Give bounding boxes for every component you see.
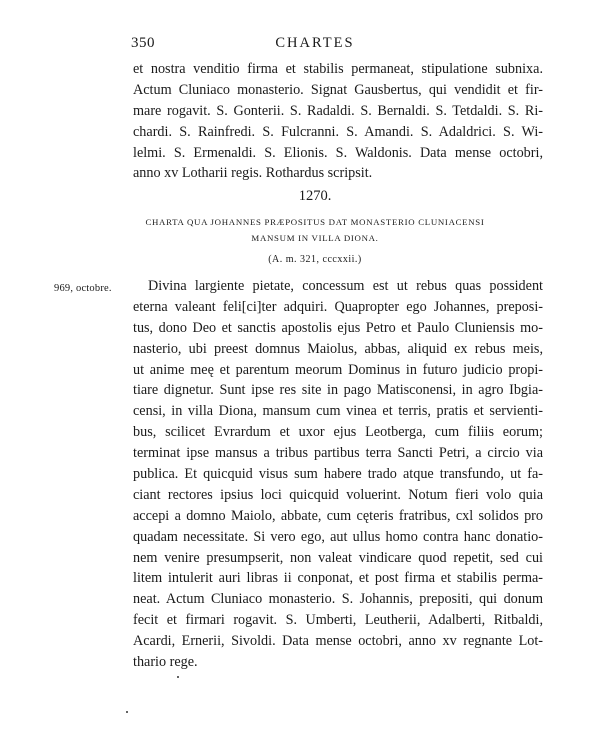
text-line: accepi a domno Maiolo, abbate, cum cęteris fratribus, cxl solidos pro	[133, 507, 543, 524]
ink-speck	[126, 711, 128, 713]
previous-charter-text	[133, 59, 543, 184]
text-line: lelmi. S. Ermenaldi. S. Elionis. S. Waldonis. Data mense octobri,	[133, 144, 543, 161]
text-line: mare rogavit. S. Gonterii. S. Radaldi. S. Bernaldi. S. Tetdaldi. S. Ri-	[133, 102, 543, 119]
text-line: et nostra venditio firma et stabilis permaneat, stipulatione subnixa.	[133, 61, 543, 77]
text-line: eterna valeant feli[ci]ter adquiri. Quapropter ego Johannes, preposi-	[133, 298, 543, 315]
text-line: quadam necessitate. Si vero ego, aut ullus homo contra hanc donatio-	[133, 528, 543, 545]
text-line: terminat ipse mansus a tribus partibus terra Sancti Petri, a circio via	[133, 445, 543, 462]
page-number: 350	[131, 35, 155, 51]
text-line: bus, scilicet Evrardum et uxor ejus Leotberga, cum filiis eorum;	[133, 424, 543, 441]
charter-reference: (A. m. 321, cccxxii.)	[268, 254, 362, 265]
text-line: chardi. S. Rainfredi. S. Fulcranni. S. Amandi. S. Adaldrici. S. Wi-	[133, 123, 543, 140]
text-line: neat. Actum Cluniaco monasterio. S. Johannis, prepositi, qui donum	[133, 591, 543, 608]
text-line: nasterio, ubi preest domnus Maiolus, abbas, aliquid ex rebus meis,	[133, 340, 543, 357]
text-line: fecit et firmari rogavit. S. Umberti, Leutherii, Adalberti, Ritbaldi,	[133, 612, 543, 629]
text-line: litem intulerit auri libras ii conponat, et post firma et stabilis perma-	[133, 570, 543, 587]
charter-title-line: CHARTA QUA JOHANNES PRÆPOSITUS DAT MONASTERIO CLUNIACENSI	[145, 217, 485, 227]
text-line: anno xv Lotharii regis. Rothardus scripsit.	[133, 165, 373, 182]
running-title: CHARTES	[275, 35, 355, 51]
running-header	[0, 35, 590, 55]
text-line: thario rege.	[133, 654, 198, 671]
text-line: Acardi, Ernerii, Sivoldi. Data mense octobri, anno xv regnante Lot-	[133, 633, 543, 650]
text-line: Divina largiente pietate, concessum est ut rebus quas possident	[148, 278, 543, 294]
text-line: ciant rectores ipsius loci quicquid voluerint. Notum fieri volo quia	[133, 486, 543, 503]
text-line: ut anime meę et parentum meorum Dominus in futuro judicio propi-	[133, 361, 543, 378]
text-line: nem venire presumpserit, non valeat vindicare quod repetit, sed cui	[133, 549, 543, 566]
text-line: tiare dignetur. Sunt ipse res site in pago Matisconensi, in agro Ibgia-	[133, 382, 543, 399]
charter-title	[0, 214, 590, 246]
text-line: publica. Et quicquid visus sum habere trado atque transfundo, ut fa-	[133, 466, 543, 483]
charter-body-text	[133, 276, 543, 673]
text-line: tus, dono Deo et sanctis apostolis ejus Petro et Paulo Cluniensis mo-	[133, 319, 543, 336]
margin-date: 969, octobre.	[54, 283, 112, 294]
charter-title-line: MANSUM IN VILLA DIONA.	[251, 233, 379, 243]
text-line: Actum Cluniaco monasterio. Signat Gausbertus, qui vendidit et fir-	[133, 81, 543, 98]
ink-speck	[177, 676, 179, 678]
text-line: censi, in villa Diona, mansum cum vinea et terris, pratis et servienti-	[133, 403, 543, 420]
charter-number: 1270.	[298, 188, 332, 204]
